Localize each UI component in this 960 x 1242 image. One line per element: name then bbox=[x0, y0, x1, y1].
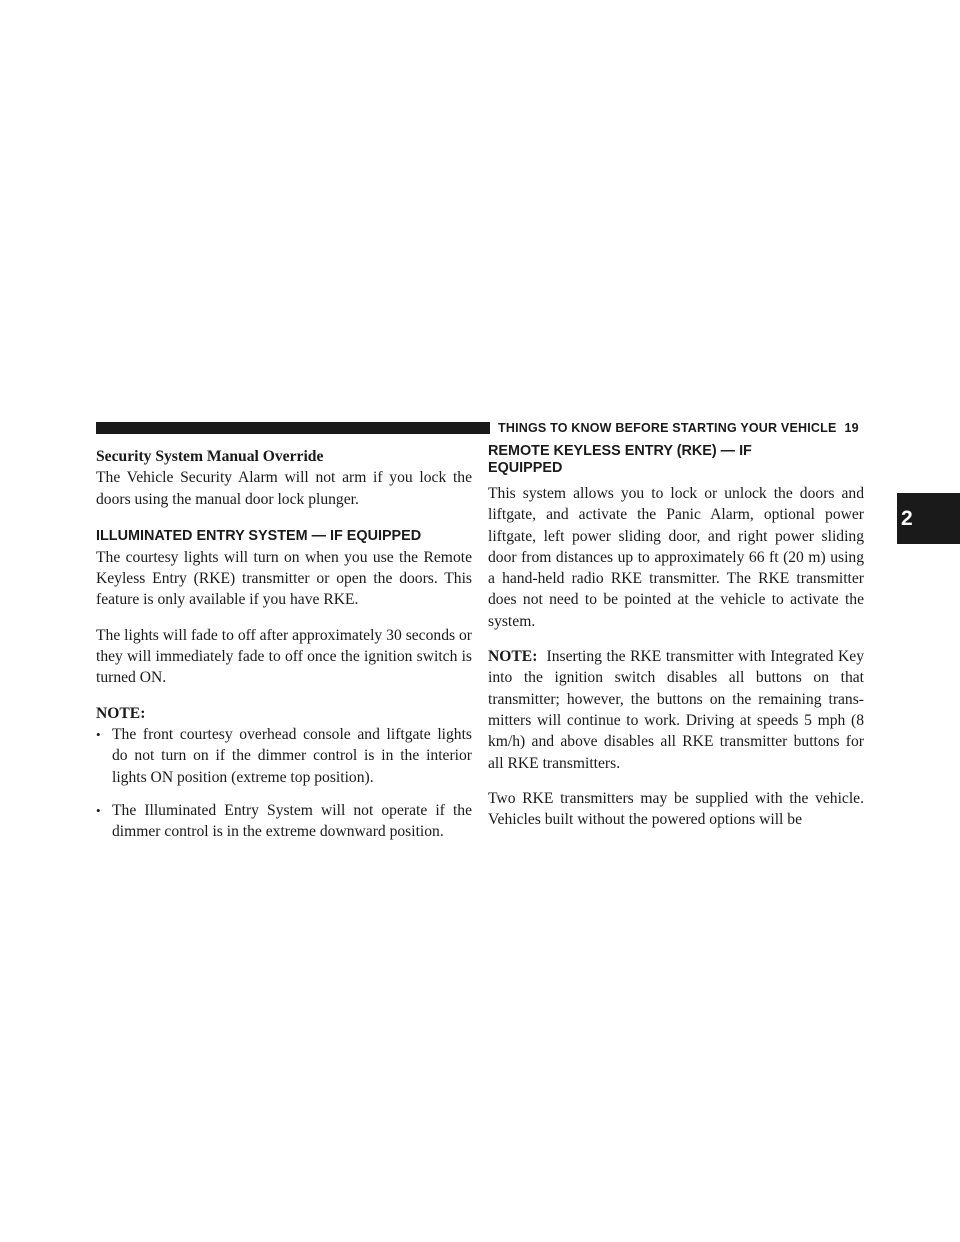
rke-p3: Two RKE transmitters may be supplied with the vehicle. Vehicles built without the powered options will be bbox=[488, 789, 864, 829]
list-item: • The Illuminated Entry System will not operate if the dimmer control is in the extreme downward position. bbox=[96, 801, 472, 841]
note-label: NOTE: bbox=[488, 648, 538, 666]
note-bullet-list bbox=[96, 724, 472, 842]
bullet-icon: • bbox=[96, 726, 101, 742]
header-title: THINGS TO KNOW BEFORE STARTING YOUR VEHICLE bbox=[498, 421, 837, 435]
list-item: • The front courtesy overhead console and liftgate lights do not turn on if the dimmer control is in the interior lights ON position (extreme top position). bbox=[96, 725, 472, 786]
illuminated-entry-p2: The lights will fade to off after approximately 30 seconds or they will immediately fade to off once the ignition switch is turned ON. bbox=[96, 626, 472, 687]
header-rule bbox=[96, 422, 490, 434]
illuminated-entry-p1: The courtesy lights will turn on when you use the Remote Keyless Entry (RKE) transmitter or open the doors. This feature is only available if you have RKE. bbox=[96, 548, 472, 609]
page-number: 19 bbox=[844, 421, 859, 435]
illuminated-entry-heading: ILLUMINATED ENTRY SYSTEM — IF EQUIPPED bbox=[96, 527, 422, 544]
bullet-icon: • bbox=[96, 802, 101, 818]
left-column bbox=[96, 446, 472, 842]
running-header bbox=[498, 420, 859, 436]
chapter-tab: 2 bbox=[897, 493, 960, 544]
manual-override-heading: Security System Manual Override bbox=[96, 448, 324, 465]
note-label: NOTE: bbox=[96, 704, 146, 722]
right-column bbox=[488, 443, 864, 830]
manual-override-text: The Vehicle Security Alarm will not arm if you lock the doors using the manual door lock plunger. bbox=[96, 469, 472, 508]
rke-note: NOTE: Inserting the RKE transmitter with Integrated Key into the ignition switch disables all buttons on that transmitter; however, the buttons on the remaining trans-mitters will continue to work. Driving at speeds 5 mph (8 km/h) and above disables all RKE transmitter buttons for all RKE transmitters. bbox=[488, 648, 864, 772]
rke-heading: REMOTE KEYLESS ENTRY (RKE) — IF EQUIPPED bbox=[488, 443, 752, 476]
rke-p1: This system allows you to lock or unlock the doors and liftgate, and activate the Panic Alarm, optional power liftgate, left power sliding door, and right power sliding door from distances up to approximately 66 ft (20 m) using a hand-held radio RKE transmitter. The RKE transmitter does not need to be pointed at the vehicle to activate the system. bbox=[488, 485, 864, 630]
